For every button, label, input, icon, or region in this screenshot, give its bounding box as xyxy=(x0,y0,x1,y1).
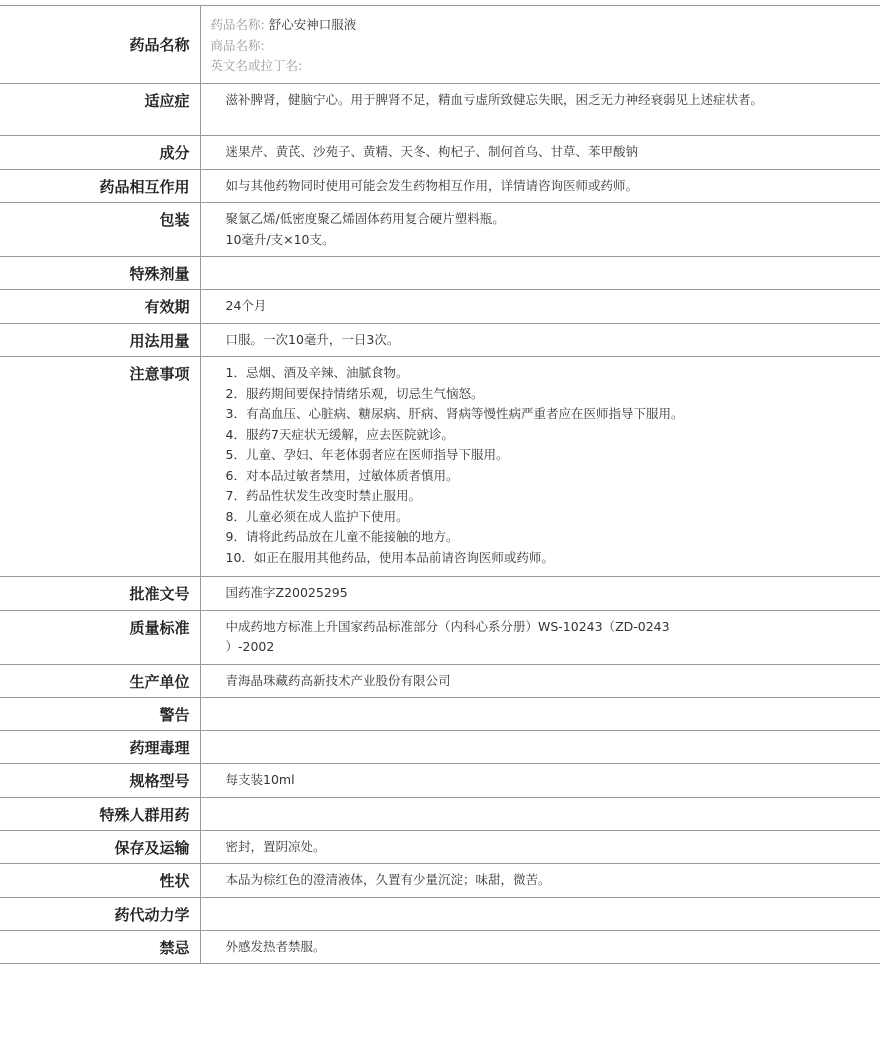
value-pharmacokinetics xyxy=(200,897,880,930)
value-contraindications: 外感发热者禁服。 xyxy=(225,938,326,954)
row-indication xyxy=(0,84,880,136)
row-expiry xyxy=(0,290,880,324)
precaution-item: 2．服药期间要保持情绪乐观，切忌生气恼怒。 xyxy=(225,385,484,401)
row-storage xyxy=(0,830,880,864)
row-spec xyxy=(0,764,880,798)
row-special-dose xyxy=(0,257,880,290)
trade-name-row xyxy=(211,36,871,57)
row-drug-name xyxy=(0,6,880,84)
label-toxicology: 药理毒理 xyxy=(0,731,200,764)
label-manufacturer: 生产单位 xyxy=(0,664,200,698)
package-line: 10毫升/支×10支。 xyxy=(225,231,335,247)
value-standard xyxy=(200,610,880,664)
label-standard: 质量标准 xyxy=(0,610,200,664)
precaution-item: 6．对本品过敏者禁用，过敏体质者慎用。 xyxy=(225,467,459,483)
english-name-row xyxy=(211,56,871,77)
label-approval: 批准文号 xyxy=(0,577,200,611)
value-precautions xyxy=(200,357,880,577)
value-drug-name xyxy=(200,6,880,84)
label-expiry: 有效期 xyxy=(0,290,200,324)
value-indication: 滋补脾肾，健脑宁心。用于脾肾不足，精血亏虚所致健忘失眠，困乏无力神经衰弱见上述症状者。 xyxy=(225,92,764,107)
trade-name-key: 商品名称: xyxy=(210,37,265,53)
precaution-item: 9．请将此药品放在儿童不能接触的地方。 xyxy=(225,529,459,544)
precaution-item: 1．忌烟、酒及辛辣、油腻食物。 xyxy=(225,365,409,380)
label-drug-name: 药品名称 xyxy=(0,6,200,84)
label-warning: 警告 xyxy=(0,698,200,731)
value-usage: 口服。一次10毫升，一日3次。 xyxy=(225,331,400,347)
value-interaction: 如与其他药物同时使用可能会发生药物相互作用，详情请咨询医师或药师。 xyxy=(225,177,639,193)
value-manufacturer: 青海晶珠藏药高新技术产业股份有限公司 xyxy=(225,672,451,688)
row-usage xyxy=(0,323,880,357)
generic-name-row xyxy=(211,15,871,36)
label-special-dose: 特殊剂量 xyxy=(0,257,200,290)
standard-line: ）-2002 xyxy=(225,639,275,654)
value-storage: 密封，置阴凉处。 xyxy=(225,838,326,854)
label-precautions: 注意事项 xyxy=(0,357,200,577)
value-character: 本品为棕红色的澄清液体，久置有少量沉淀；味甜，微苦。 xyxy=(225,872,551,887)
generic-name-key: 药品名称: xyxy=(210,17,265,32)
precaution-item: 8．儿童必须在成人监护下使用。 xyxy=(225,508,409,524)
drug-spec-table xyxy=(0,5,880,964)
label-character: 性状 xyxy=(0,864,200,898)
value-warning xyxy=(200,698,880,731)
value-expiry: 24个月 xyxy=(225,298,267,313)
row-contraindications xyxy=(0,930,880,964)
label-ingredients: 成分 xyxy=(0,136,200,170)
package-line: 聚氯乙烯/低密度聚乙烯固体药用复合硬片塑料瓶。 xyxy=(225,211,505,226)
precaution-item: 10．如正在服用其他药品，使用本品前请咨询医师或药师。 xyxy=(225,549,554,565)
row-character xyxy=(0,864,880,898)
value-approval: 国药准字Z20025295 xyxy=(225,585,348,600)
row-standard xyxy=(0,610,880,664)
label-special-groups: 特殊人群用药 xyxy=(0,797,200,830)
value-special-dose xyxy=(200,257,880,290)
label-indication: 适应症 xyxy=(0,84,200,136)
label-pharmacokinetics: 药代动力学 xyxy=(0,897,200,930)
value-special-groups xyxy=(200,797,880,830)
row-pharmacokinetics xyxy=(0,897,880,930)
row-package xyxy=(0,203,880,257)
label-usage: 用法用量 xyxy=(0,323,200,357)
row-special-groups xyxy=(0,797,880,830)
generic-name-value: 舒心安神口服液 xyxy=(268,17,357,32)
english-name-key: 英文名或拉丁名: xyxy=(210,58,303,73)
precautions-list xyxy=(226,363,821,568)
value-package xyxy=(200,203,880,257)
row-toxicology xyxy=(0,731,880,764)
precaution-item: 7．药品性状发生改变时禁止服用。 xyxy=(225,488,421,503)
row-precautions xyxy=(0,357,880,577)
value-toxicology xyxy=(200,731,880,764)
row-warning xyxy=(0,698,880,731)
value-ingredients: 迷果芹、黄芪、沙苑子、黄精、天冬、枸杞子、制何首乌、甘草、苯甲酸钠 xyxy=(225,144,639,159)
standard-line: 中成药地方标准上升国家药品标准部分（内科心系分册）WS-10243（ZD-0243 xyxy=(225,618,670,634)
row-ingredients xyxy=(0,136,880,170)
row-manufacturer xyxy=(0,664,880,698)
row-interaction xyxy=(0,169,880,203)
row-approval xyxy=(0,577,880,611)
label-contraindications: 禁忌 xyxy=(0,930,200,964)
precaution-item: 5．儿童、孕妇、年老体弱者应在医师指导下服用。 xyxy=(225,447,509,462)
precaution-item: 3．有高血压、心脏病、糖尿病、肝病、肾病等慢性病严重者应在医师指导下服用。 xyxy=(225,406,684,421)
label-spec: 规格型号 xyxy=(0,764,200,798)
label-package: 包装 xyxy=(0,203,200,257)
label-interaction: 药品相互作用 xyxy=(0,169,200,203)
precaution-item: 4．服药7天症状无缓解，应去医院就诊。 xyxy=(225,426,454,442)
value-spec: 每支装10ml xyxy=(225,772,295,787)
label-storage: 保存及运输 xyxy=(0,830,200,864)
